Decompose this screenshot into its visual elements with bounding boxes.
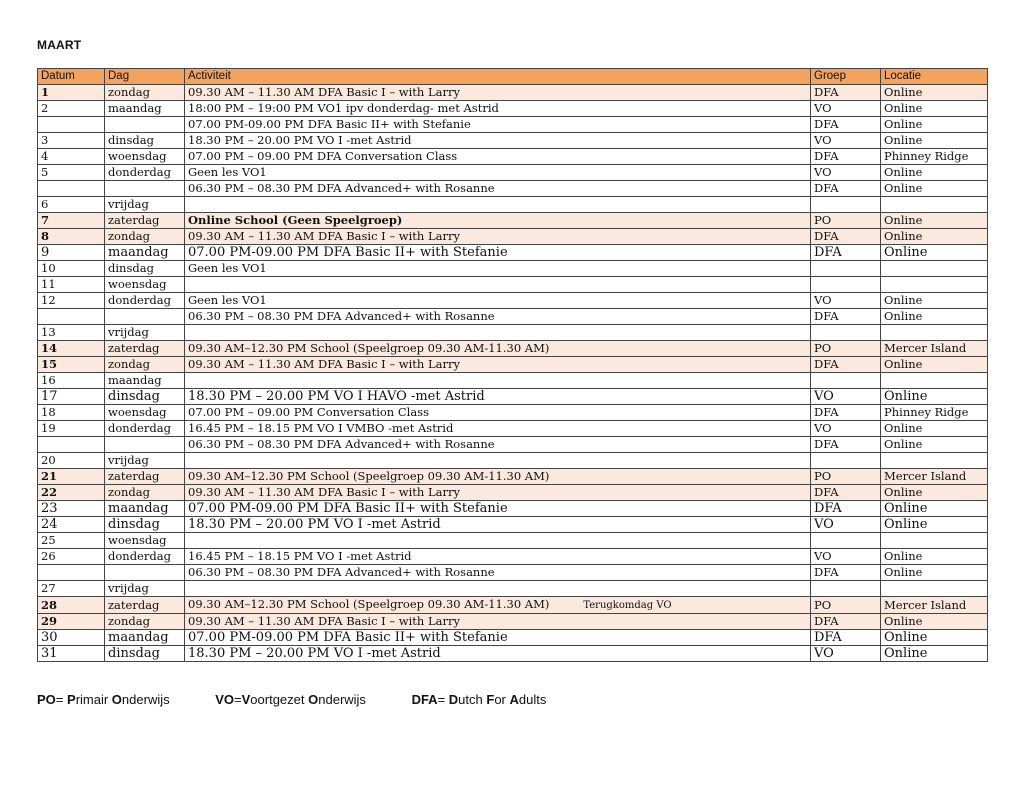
cell-dag: dinsdag <box>105 646 185 662</box>
cell-act: 07.00 PM-09.00 PM DFA Basic II+ with Stefanie <box>185 245 811 261</box>
cell-loc: Online <box>881 213 988 229</box>
cell-groep: DFA <box>811 245 881 261</box>
cell-dag: woensdag <box>105 533 185 549</box>
table-row <box>38 85 988 101</box>
cell-groep <box>811 581 881 597</box>
cell-dag: dinsdag <box>105 261 185 277</box>
cell-loc <box>881 325 988 341</box>
cell-dag: zondag <box>105 614 185 630</box>
cell-groep: VO <box>811 165 881 181</box>
cell-datum: 25 <box>38 533 105 549</box>
cell-groep: VO <box>811 517 881 533</box>
cell-groep <box>811 373 881 389</box>
activity-text: 09.30 AM–12.30 PM School (Speelgroep 09.30 AM-11.30 AM) <box>188 597 550 611</box>
cell-dag: donderdag <box>105 421 185 437</box>
cell-loc: Online <box>881 517 988 533</box>
table-row <box>38 405 988 421</box>
cell-groep: DFA <box>811 229 881 245</box>
cell-loc <box>881 277 988 293</box>
cell-dag: zaterdag <box>105 469 185 485</box>
cell-act: Geen les VO1 <box>185 261 811 277</box>
cell-dag: maandag <box>105 373 185 389</box>
table-row <box>38 149 988 165</box>
cell-loc: Online <box>881 101 988 117</box>
cell-dag: vrijdag <box>105 325 185 341</box>
cell-loc: Online <box>881 309 988 325</box>
cell-datum: 17 <box>38 389 105 405</box>
cell-act: 07.00 PM-09.00 PM DFA Basic II+ with Stefanie <box>185 501 811 517</box>
cell-datum: 31 <box>38 646 105 662</box>
cell-groep: PO <box>811 341 881 357</box>
cell-loc: Mercer Island <box>881 341 988 357</box>
cell-act: 16.45 PM – 18.15 PM VO I VMBO -met Astrid <box>185 421 811 437</box>
cell-loc: Online <box>881 421 988 437</box>
cell-groep: VO <box>811 389 881 405</box>
table-row <box>38 549 988 565</box>
cell-groep <box>811 261 881 277</box>
table-row <box>38 614 988 630</box>
cell-dag: maandag <box>105 501 185 517</box>
table-header-row <box>38 69 988 85</box>
cell-dag: vrijdag <box>105 197 185 213</box>
table-row <box>38 437 988 453</box>
legend-po: PO= Primair Onderwijs <box>37 692 170 707</box>
table-row <box>38 501 988 517</box>
cell-datum: 8 <box>38 229 105 245</box>
cell-dag: zaterdag <box>105 213 185 229</box>
cell-datum: 13 <box>38 325 105 341</box>
cell-loc: Phinney Ridge <box>881 149 988 165</box>
cell-act: Online School (Geen Speelgroep) <box>185 213 811 229</box>
cell-act: 18.30 PM – 20.00 PM VO I -met Astrid <box>185 133 811 149</box>
cell-datum: 4 <box>38 149 105 165</box>
cell-dag: dinsdag <box>105 133 185 149</box>
cell-datum: 27 <box>38 581 105 597</box>
cell-datum: 12 <box>38 293 105 309</box>
table-row <box>38 581 988 597</box>
table-row <box>38 245 988 261</box>
cell-act <box>185 277 811 293</box>
cell-loc: Online <box>881 229 988 245</box>
table-row <box>38 133 988 149</box>
table-row <box>38 325 988 341</box>
cell-datum: 10 <box>38 261 105 277</box>
table-row <box>38 597 988 614</box>
cell-act: 09.30 AM – 11.30 AM DFA Basic I – with Larry <box>185 85 811 101</box>
cell-loc: Online <box>881 614 988 630</box>
cell-groep: VO <box>811 421 881 437</box>
cell-datum <box>38 309 105 325</box>
cell-groep: VO <box>811 293 881 309</box>
cell-act: 06.30 PM – 08.30 PM DFA Advanced+ with Rosanne <box>185 565 811 581</box>
cell-act: 09.30 AM – 11.30 AM DFA Basic I – with Larry <box>185 485 811 501</box>
cell-datum: 20 <box>38 453 105 469</box>
table-row <box>38 485 988 501</box>
cell-groep: DFA <box>811 630 881 646</box>
cell-datum: 3 <box>38 133 105 149</box>
cell-groep: PO <box>811 213 881 229</box>
cell-loc: Online <box>881 181 988 197</box>
cell-act: 09.30 AM–12.30 PM School (Speelgroep 09.30 AM-11.30 AM) <box>185 469 811 485</box>
cell-loc: Online <box>881 85 988 101</box>
table-row <box>38 373 988 389</box>
cell-loc: Mercer Island <box>881 469 988 485</box>
cell-act: 06.30 PM – 08.30 PM DFA Advanced+ with Rosanne <box>185 437 811 453</box>
table-row <box>38 533 988 549</box>
cell-act: Geen les VO1 <box>185 165 811 181</box>
cell-dag: donderdag <box>105 293 185 309</box>
cell-datum: 22 <box>38 485 105 501</box>
cell-groep: DFA <box>811 117 881 133</box>
cell-dag: zaterdag <box>105 597 185 614</box>
cell-loc <box>881 453 988 469</box>
table-row <box>38 517 988 533</box>
cell-act: 06.30 PM – 08.30 PM DFA Advanced+ with Rosanne <box>185 309 811 325</box>
cell-groep <box>811 277 881 293</box>
table-row <box>38 165 988 181</box>
cell-dag: vrijdag <box>105 453 185 469</box>
table-row <box>38 229 988 245</box>
cell-groep: DFA <box>811 565 881 581</box>
cell-datum: 26 <box>38 549 105 565</box>
cell-act: 09.30 AM – 11.30 AM DFA Basic I – with Larry <box>185 357 811 373</box>
cell-act <box>185 197 811 213</box>
table-row <box>38 565 988 581</box>
schedule-table <box>37 68 988 662</box>
cell-datum: 28 <box>38 597 105 614</box>
cell-loc: Online <box>881 565 988 581</box>
cell-datum: 2 <box>38 101 105 117</box>
cell-dag: donderdag <box>105 549 185 565</box>
cell-act: 18.30 PM – 20.00 PM VO I -met Astrid <box>185 646 811 662</box>
cell-groep <box>811 325 881 341</box>
cell-groep <box>811 533 881 549</box>
cell-act <box>185 325 811 341</box>
cell-groep: DFA <box>811 405 881 421</box>
header-datum: Datum <box>38 69 105 85</box>
table-row <box>38 357 988 373</box>
cell-groep: DFA <box>811 614 881 630</box>
table-row <box>38 117 988 133</box>
cell-act: 07.00 PM-09.00 PM DFA Basic II+ with Stefanie <box>185 117 811 133</box>
cell-groep: DFA <box>811 309 881 325</box>
cell-loc <box>881 581 988 597</box>
cell-loc: Online <box>881 549 988 565</box>
cell-loc <box>881 373 988 389</box>
cell-datum <box>38 437 105 453</box>
cell-act: Geen les VO1 <box>185 293 811 309</box>
table-row <box>38 421 988 437</box>
cell-datum: 18 <box>38 405 105 421</box>
cell-act <box>185 597 811 614</box>
cell-groep: PO <box>811 597 881 614</box>
cell-act <box>185 373 811 389</box>
cell-groep: VO <box>811 133 881 149</box>
table-body <box>38 85 988 662</box>
cell-loc: Online <box>881 485 988 501</box>
cell-loc: Online <box>881 357 988 373</box>
table-row <box>38 213 988 229</box>
cell-datum: 21 <box>38 469 105 485</box>
cell-act: 07.00 PM – 09.00 PM DFA Conversation Class <box>185 149 811 165</box>
legend-vo: VO=Voortgezet Onderwijs <box>215 692 366 707</box>
cell-datum: 14 <box>38 341 105 357</box>
cell-dag: maandag <box>105 630 185 646</box>
cell-groep: DFA <box>811 357 881 373</box>
cell-act: 18.30 PM – 20.00 PM VO I -met Astrid <box>185 517 811 533</box>
cell-groep: PO <box>811 469 881 485</box>
table-row <box>38 277 988 293</box>
cell-datum: 19 <box>38 421 105 437</box>
cell-datum: 29 <box>38 614 105 630</box>
table-row <box>38 309 988 325</box>
cell-act <box>185 533 811 549</box>
cell-dag: maandag <box>105 101 185 117</box>
table-row <box>38 261 988 277</box>
cell-datum: 1 <box>38 85 105 101</box>
cell-dag <box>105 117 185 133</box>
cell-dag <box>105 309 185 325</box>
legend <box>37 692 588 707</box>
table-row <box>38 197 988 213</box>
cell-loc: Online <box>881 133 988 149</box>
cell-loc: Online <box>881 630 988 646</box>
table-row <box>38 469 988 485</box>
cell-dag: zaterdag <box>105 341 185 357</box>
cell-dag <box>105 565 185 581</box>
cell-act: 09.30 AM–12.30 PM School (Speelgroep 09.30 AM-11.30 AM) <box>185 341 811 357</box>
cell-groep: VO <box>811 646 881 662</box>
cell-loc: Online <box>881 245 988 261</box>
cell-act: 09.30 AM – 11.30 AM DFA Basic I – with Larry <box>185 614 811 630</box>
cell-datum: 11 <box>38 277 105 293</box>
cell-act: 06.30 PM – 08.30 PM DFA Advanced+ with Rosanne <box>185 181 811 197</box>
cell-dag: vrijdag <box>105 581 185 597</box>
cell-loc <box>881 261 988 277</box>
cell-dag: woensdag <box>105 405 185 421</box>
cell-dag: woensdag <box>105 149 185 165</box>
table-row <box>38 181 988 197</box>
table-row <box>38 630 988 646</box>
cell-datum: 5 <box>38 165 105 181</box>
cell-datum: 6 <box>38 197 105 213</box>
cell-dag: zondag <box>105 85 185 101</box>
table-row <box>38 453 988 469</box>
cell-loc: Online <box>881 501 988 517</box>
table-row <box>38 341 988 357</box>
cell-dag: maandag <box>105 245 185 261</box>
page-title: MAART <box>37 38 82 52</box>
cell-act: 07.00 PM – 09.00 PM Conversation Class <box>185 405 811 421</box>
cell-loc: Online <box>881 165 988 181</box>
cell-groep: DFA <box>811 181 881 197</box>
cell-groep: DFA <box>811 485 881 501</box>
cell-datum: 9 <box>38 245 105 261</box>
cell-act: 16.45 PM – 18.15 PM VO I -met Astrid <box>185 549 811 565</box>
cell-dag: dinsdag <box>105 389 185 405</box>
header-locatie: Locatie <box>881 69 988 85</box>
cell-dag: zondag <box>105 357 185 373</box>
cell-loc: Mercer Island <box>881 597 988 614</box>
cell-loc <box>881 197 988 213</box>
cell-loc: Phinney Ridge <box>881 405 988 421</box>
activity-note: Terugkomdag VO <box>583 600 672 611</box>
cell-datum <box>38 565 105 581</box>
cell-loc: Online <box>881 117 988 133</box>
cell-loc: Online <box>881 293 988 309</box>
cell-act: 09.30 AM – 11.30 AM DFA Basic I – with Larry <box>185 229 811 245</box>
cell-datum <box>38 117 105 133</box>
cell-loc: Online <box>881 646 988 662</box>
table-row <box>38 293 988 309</box>
cell-datum: 30 <box>38 630 105 646</box>
cell-dag: dinsdag <box>105 517 185 533</box>
cell-loc: Online <box>881 437 988 453</box>
table-row <box>38 101 988 117</box>
cell-datum: 23 <box>38 501 105 517</box>
cell-datum <box>38 181 105 197</box>
table-row <box>38 389 988 405</box>
cell-datum: 15 <box>38 357 105 373</box>
header-dag: Dag <box>105 69 185 85</box>
cell-act: 18.30 PM – 20.00 PM VO I HAVO -met Astrid <box>185 389 811 405</box>
cell-groep: DFA <box>811 437 881 453</box>
cell-dag <box>105 437 185 453</box>
cell-groep: DFA <box>811 149 881 165</box>
cell-act <box>185 453 811 469</box>
header-groep: Groep <box>811 69 881 85</box>
cell-groep: VO <box>811 549 881 565</box>
cell-datum: 7 <box>38 213 105 229</box>
legend-dfa: DFA= Dutch For Adults <box>411 692 547 707</box>
cell-act: 07.00 PM-09.00 PM DFA Basic II+ with Stefanie <box>185 630 811 646</box>
cell-groep: DFA <box>811 501 881 517</box>
cell-datum: 16 <box>38 373 105 389</box>
table-row <box>38 646 988 662</box>
cell-dag <box>105 181 185 197</box>
cell-groep <box>811 453 881 469</box>
cell-groep <box>811 197 881 213</box>
cell-act: 18:00 PM – 19:00 PM VO1 ipv donderdag- met Astrid <box>185 101 811 117</box>
cell-act <box>185 581 811 597</box>
cell-datum: 24 <box>38 517 105 533</box>
cell-loc: Online <box>881 389 988 405</box>
cell-dag: zondag <box>105 229 185 245</box>
header-activiteit: Activiteit <box>185 69 811 85</box>
cell-groep: VO <box>811 101 881 117</box>
cell-dag: woensdag <box>105 277 185 293</box>
cell-groep: DFA <box>811 85 881 101</box>
cell-dag: zondag <box>105 485 185 501</box>
cell-dag: donderdag <box>105 165 185 181</box>
cell-loc <box>881 533 988 549</box>
